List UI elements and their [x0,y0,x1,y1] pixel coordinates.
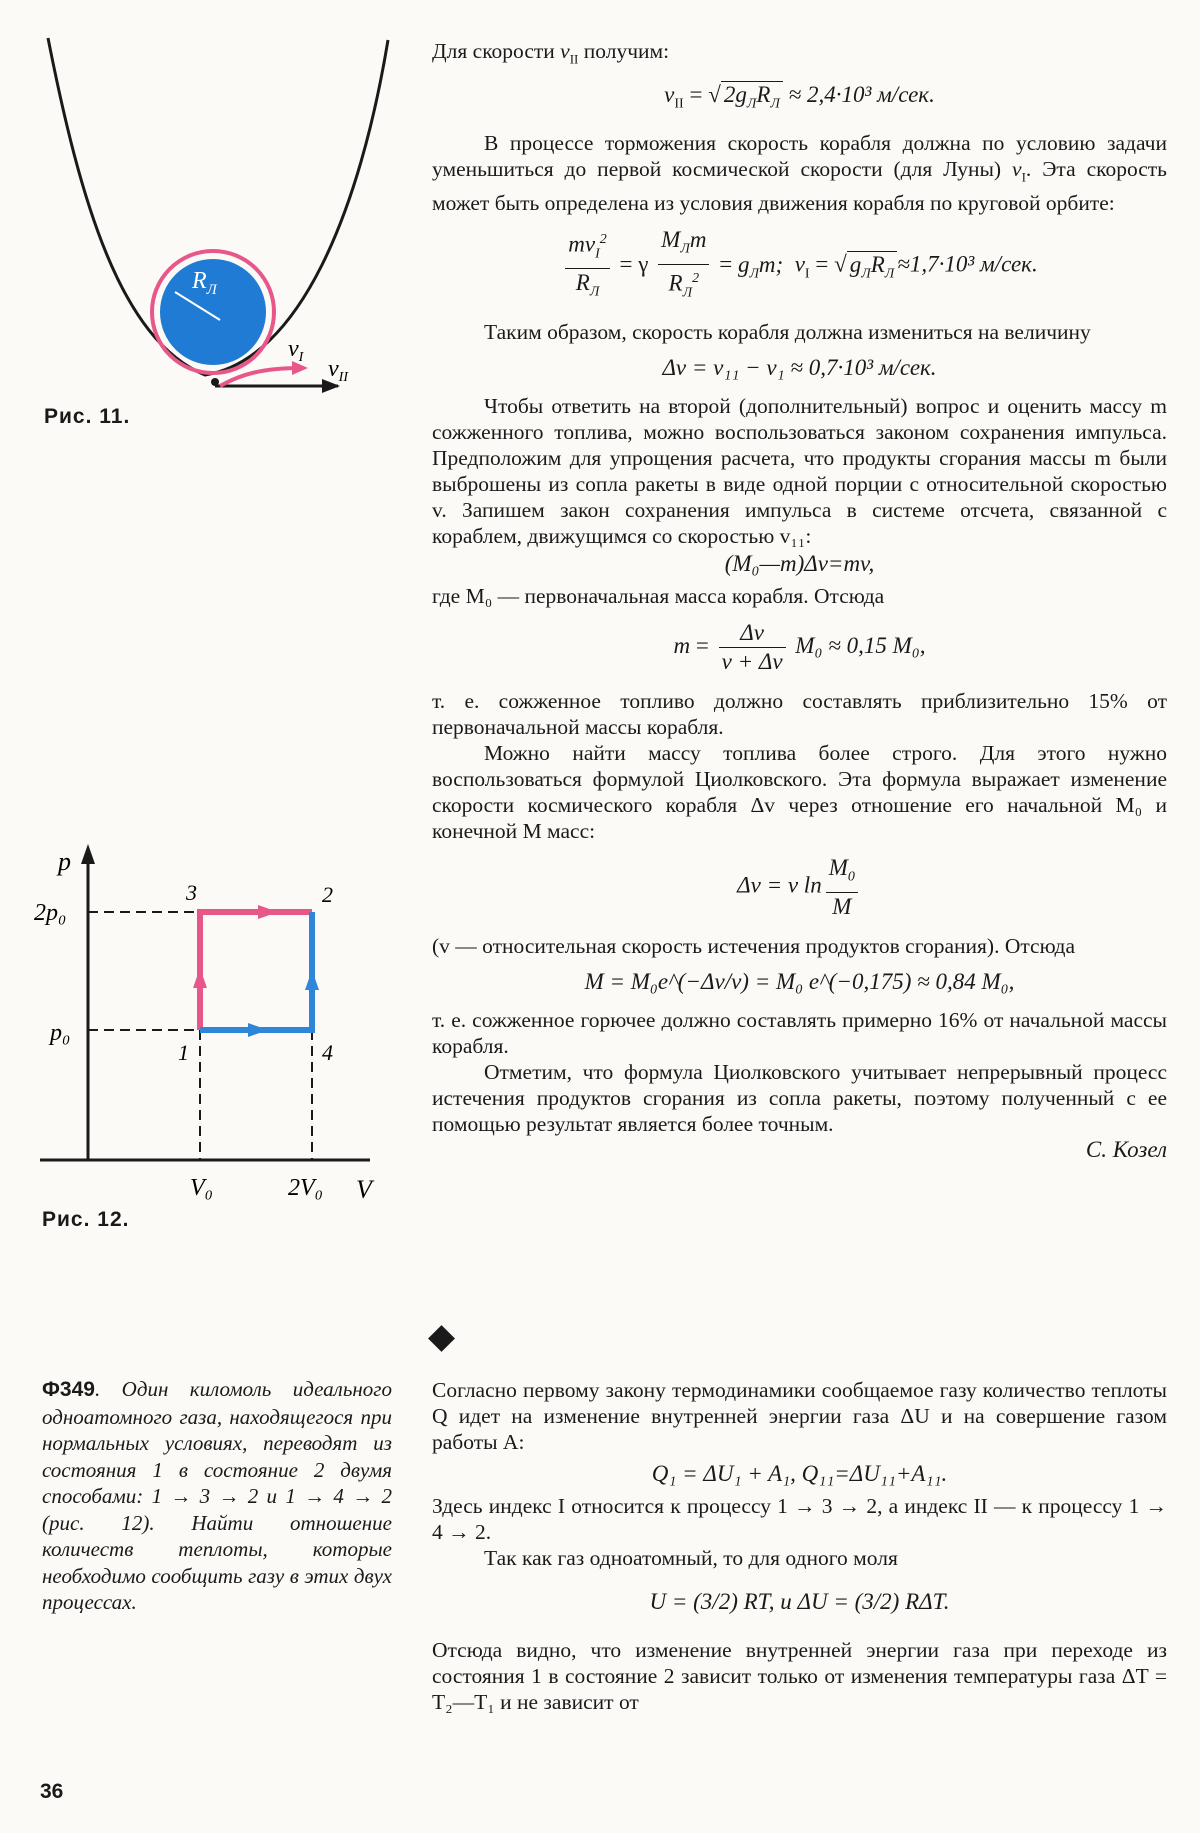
path-1-4-2 [200,912,312,1030]
v-axis-label: V [356,1175,372,1204]
problem-text: . Один киломоль идеального одноатомного газа, находящегося при нормальных условиях, переводят из состояния 1 в состояние 2 двумя способами: 1 → 3 → 2 и 1 → 4 → 2 (рис. 12). Найти отношение количеств теплоты, которые необходимо сообщить газу в этих двух процессах. [42,1377,392,1614]
equation-momentum: (M₀—m)Δv=mv, [724,551,875,577]
author-signature: С. Козел [1085,1136,1167,1162]
tick-p0: p₀ [50,1020,71,1046]
tick-2v0: 2V₀ [288,1175,324,1201]
point-2: 2 [322,882,333,907]
paragraph-initial-mass: где M₀ — первоначальная масса корабля. Отсюда [432,584,885,609]
velocity-v1-label: $v_I$ [288,336,304,365]
path-1-3-arrowhead [193,968,207,988]
equation-delta-v: Δv = v₁₁ − v₁ ≈ 0,7·10³ м/сек. [662,355,937,381]
tick-v0: V₀ [190,1175,214,1201]
moon-disk [160,259,266,365]
solution-equation-2: U = (3/2) RT, и ΔU = (3/2) RΔT. [649,1589,950,1614]
page-number: 36 [40,1780,64,1803]
p-axis-label: p [58,847,71,876]
radius-label: $R_Л$ [192,268,217,298]
paragraph-fuel-fraction-2: т. е. сожженное горючее должно составлять примерно 16% от начальной массы корабля. [432,1007,1167,1058]
solution-paragraph-4: Отсюда видно, что изменение внутренней энергии газа при переходе из состояния 1 в состояние 2 зависит только от изменения температуры газа ΔT = T₂—T₁ и не зависит от [432,1638,1167,1714]
velocity-v2-label: $v_{II}$ [328,356,348,385]
problem-f349 [42,1376,392,1616]
tick-2p0: 2p₀ [34,900,67,926]
point-4: 4 [322,1040,333,1065]
solution-text-column [432,38,1167,1169]
problem-solution [432,1377,1167,1715]
paragraph-conclusion: Отметим, что формула Циолковского учитывает непрерывный процесс истечения продуктов сгорания из сопла ракеты, поэтому полученный с ее помощью результат является более точным. [432,1059,1167,1136]
figure-12 [20,830,400,1210]
solution-paragraph-1: Согласно первому закону термодинамики сообщаемое газу количество теплоты Q идет на изменение внутренней энергии газа ΔU и на совершение газом работы A: [432,1378,1167,1454]
figure-12-caption: Рис. 12. [42,1208,130,1231]
equation-v2: $v_{II}$ = √ $2g_ЛR_Л \approx 2,4\cdot 10^3$ м/сек. [664,82,935,112]
figure-11 [40,30,400,410]
solution-equation-1: Q₁ = ΔU₁ + A₁, Q₁₁=ΔU₁₁+A₁₁. [651,1461,948,1486]
ship-dot [211,378,219,386]
signature-row [432,1137,1167,1169]
equation-final-mass: M = M₀e^(−Δv/v) = M₀ e^(−0,175) ≈ 0,84 M₀, [584,968,1015,994]
point-1: 1 [178,1040,189,1065]
p-axis-arrowhead [81,844,95,864]
paragraph-velocity-change: Таким образом, скорость корабля должна измениться на величину [484,320,1091,345]
section-separator-diamond [428,1325,455,1352]
path-3-2-arrowhead [258,905,278,919]
figure-11-caption: Рис. 11. [44,405,131,428]
paragraph-velocity-v2: Для скорости $v_{II}$ получим: [432,39,670,67]
equation-orbit: $\frac{mv_I^2}{R_Л}$ = γ $\frac{M_Лm}{R_Л^2}$ = $g_Лm$; $v_I$ = √ $g_ЛR_Л \approx 1,7\cdot 10^3$ м/сек. [432,226,1167,307]
problem-number: Ф349 [42,1378,95,1401]
equation-fuel-mass: m = $\frac{\Delta v}{v + \Delta v}$ M₀ ≈ 0,15 M₀, [673,620,926,675]
path-1-4-arrowhead [248,1023,268,1037]
equation-tsiolkovsky: Δv = v ln $\frac{M_0}{M}$ [432,854,1167,921]
paragraph-momentum: Чтобы ответить на второй (дополнительный) вопрос и оценить массу m сожженного топлива, можно воспользоваться законом сохранения импульса. Предположим для упрощения расчета, что продукты сгорания массы m были выброшены из сопла ракеты в виде одной порции с относительной скоростью v. Запишем закон сохранения импульса в системе отсчета, связанной с кораблем, движущимся со скоростью v₁₁: [432,394,1167,549]
paragraph-braking: В процессе торможения скорость корабля должна по условию задачи уменьшиться до первой космической скорости (для Луны) $v_I$. Эта скорость может быть определена из условия движения корабля по круговой орбите: [432,130,1167,216]
solution-paragraph-2: Здесь индекс I относится к процессу 1 → 3 → 2, а индекс II — к процессу 1 → 4 → 2. [432,1494,1167,1544]
path-4-2-arrowhead [305,970,319,990]
path-1-3-2 [200,912,312,1030]
paragraph-exhaust-velocity: (v — относительная скорость истечения продуктов сгорания). Отсюда [432,933,1076,958]
paragraph-tsiolkovsky: Можно найти массу топлива более строго. Для этого нужно воспользоваться формулой Циолковского. Эта формула выражает изменение скорости космического корабля Δv через отношение его начальной M₀ и конечной M масс: [432,741,1167,844]
paragraph-fuel-fraction: т. е. сожженное топливо должно составлять приблизительно 15% от первоначальной массы корабля. [432,689,1167,740]
point-3: 3 [186,880,197,905]
solution-paragraph-3: Так как газ одноатомный, то для одного моля [484,1546,898,1570]
